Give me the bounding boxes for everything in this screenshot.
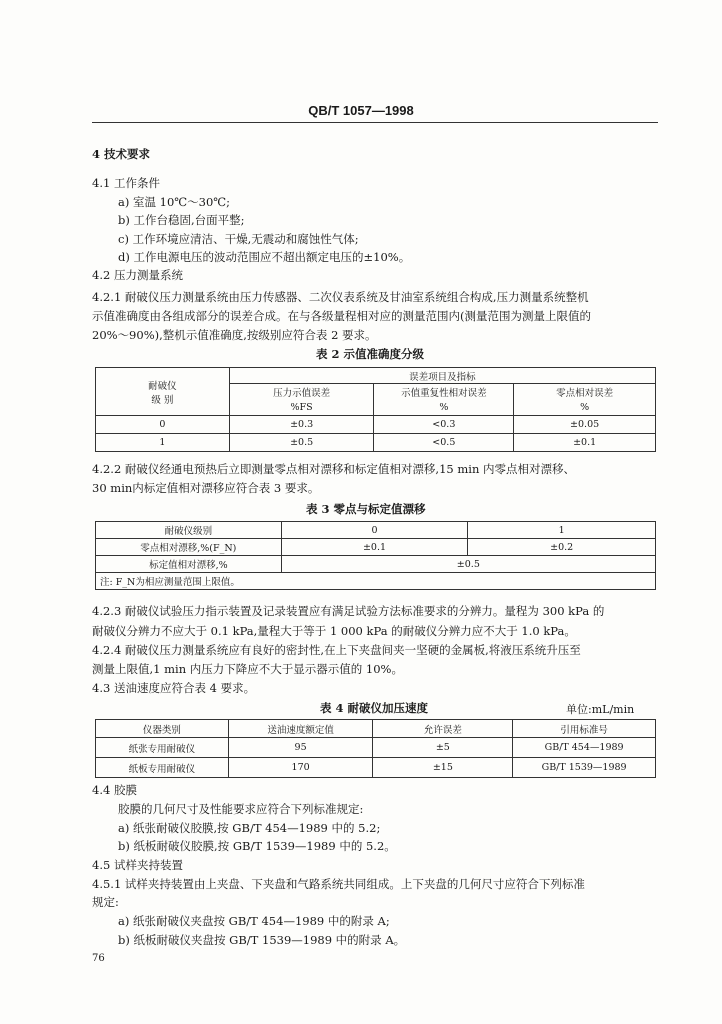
table-header-cell: 0	[281, 522, 468, 539]
paragraph-4-2-1: 示值准确度由各组成部分的误差合成。在与各级量程相对应的测量范围内(测量范围为测量上限值的	[92, 309, 591, 323]
table-unit-cell: %	[374, 400, 514, 416]
paragraph-4-2-3: 4.2.3 耐破仪试验压力指示装置及记录装置应有满足试验方法标准要求的分辨力。量程为 300 kPa 的	[92, 604, 605, 618]
table-row: 零点相对漂移,%(F_N) ±0.1 ±0.2	[96, 539, 656, 556]
paragraph-4-4: 胶膜的几何尺寸及性能要求应符合下列标准规定:	[118, 802, 364, 816]
section-4-2-heading: 4.2 压力测量系统	[92, 268, 183, 282]
table-4	[95, 719, 656, 778]
list-item: a) 纸张耐破仪夹盘按 GB/T 454—1989 中的附录 A;	[118, 914, 390, 928]
paragraph-4-2-1: 20%～90%),整机示值准确度,按级别应符合表 2 要求。	[92, 328, 377, 342]
paragraph-4-5-1: 规定:	[92, 895, 119, 909]
table-3-caption: 表 3 零点与标定值漂移	[306, 502, 426, 516]
section-4-1-heading: 4.1 工作条件	[92, 176, 160, 190]
paragraph-4-2-1: 4.2.1 耐破仪压力测量系统由压力传感器、二次仪表系统及甘油室系统组合构成,压力测量系统整机	[92, 290, 589, 304]
table-header-cell: 零点相对误差	[514, 384, 656, 400]
list-item: b) 纸板耐破仪夹盘按 GB/T 1539—1989 中的附录 A。	[118, 933, 406, 947]
page-header: QB/T 1057—1998	[308, 103, 414, 118]
table-header-cell: 压力示值误差	[229, 384, 374, 400]
table-header-cell: 允许误差	[373, 720, 513, 738]
list-item: b) 纸板耐破仪胶膜,按 GB/T 1539—1989 中的 5.2。	[118, 839, 396, 853]
list-item: a) 纸张耐破仪胶膜,按 GB/T 454—1989 中的 5.2;	[118, 821, 381, 835]
table-row: 0 ±0.3 <0.3 ±0.05	[96, 416, 656, 434]
table-2-caption: 表 2 示值准确度分级	[316, 347, 425, 361]
paragraph-4-2-3: 耐破仪分辨力不应大于 0.1 kPa,量程大于等于 1 000 kPa 的耐破仪分辨力应不大于 1.0 kPa。	[92, 624, 576, 638]
page-number: 76	[92, 953, 105, 964]
table-2-group-header: 误差项目及指标	[229, 368, 655, 384]
table-header-cell: 1	[468, 522, 656, 539]
table-row: 1 ±0.5 <0.5 ±0.1	[96, 434, 656, 452]
table-row: 纸张专用耐破仪 95 ±5 GB/T 454—1989	[96, 738, 656, 758]
paragraph-4-2-4: 4.2.4 耐破仪压力测量系统应有良好的密封性,在上下夹盘间夹一坚硬的金属板,将液压系统升压至	[92, 643, 581, 657]
paragraph-4-2-4: 测量上限值,1 min 内压力下降应不大于显示器示值的 10%。	[92, 662, 403, 676]
section-4-heading: 4 技术要求	[92, 147, 151, 161]
table-row: 标定值相对漂移,% ±0.5	[96, 556, 656, 573]
section-4-4-heading: 4.4 胶膜	[92, 783, 137, 797]
section-4-3: 4.3 送油速度应符合表 4 要求。	[92, 681, 256, 695]
table-2	[95, 367, 656, 452]
list-item: d) 工作电源电压的波动范围应不超出额定电压的±10%。	[118, 250, 411, 264]
list-item: b) 工作台稳固,台面平整;	[118, 213, 245, 227]
paragraph-4-5-1: 4.5.1 试样夹持装置由上夹盘、下夹盘和气路系统共同组成。上下夹盘的几何尺寸应符合下列标准	[92, 877, 585, 891]
table-row: 纸板专用耐破仪 170 ±15 GB/T 1539—1989	[96, 758, 656, 778]
table-header-cell: 示值重复性相对误差	[374, 384, 514, 400]
table-2-col0-header: 耐破仪 级 别	[96, 368, 230, 416]
table-header-cell: 引用标准号	[513, 720, 656, 738]
paragraph-4-2-2: 4.2.2 耐破仪经通电预热后立即测量零点相对漂移和标定值相对漂移,15 min 内零点相对漂移、	[92, 462, 576, 476]
list-item: c) 工作环境应清洁、干燥,无震动和腐蚀性气体;	[118, 232, 359, 246]
list-item: a) 室温 10℃～30℃;	[118, 195, 231, 209]
section-4-5-heading: 4.5 试样夹持装置	[92, 858, 183, 872]
table-header-cell: 送油速度额定值	[228, 720, 373, 738]
table-header-cell: 仪器类别	[96, 720, 229, 738]
header-rule	[92, 122, 658, 123]
table-3	[95, 521, 656, 590]
table-3-note: 注: F_N为相应测量范围上限值。	[96, 573, 656, 590]
table-header-cell: 耐破仪级别	[96, 522, 282, 539]
table-unit-cell: %	[514, 400, 656, 416]
paragraph-4-2-2: 30 min内标定值相对漂移应符合表 3 要求。	[92, 481, 320, 495]
table-4-caption: 表 4 耐破仪加压速度	[320, 701, 429, 715]
table-4-unit: 单位:mL/min	[566, 703, 635, 716]
table-unit-cell: %FS	[229, 400, 374, 416]
